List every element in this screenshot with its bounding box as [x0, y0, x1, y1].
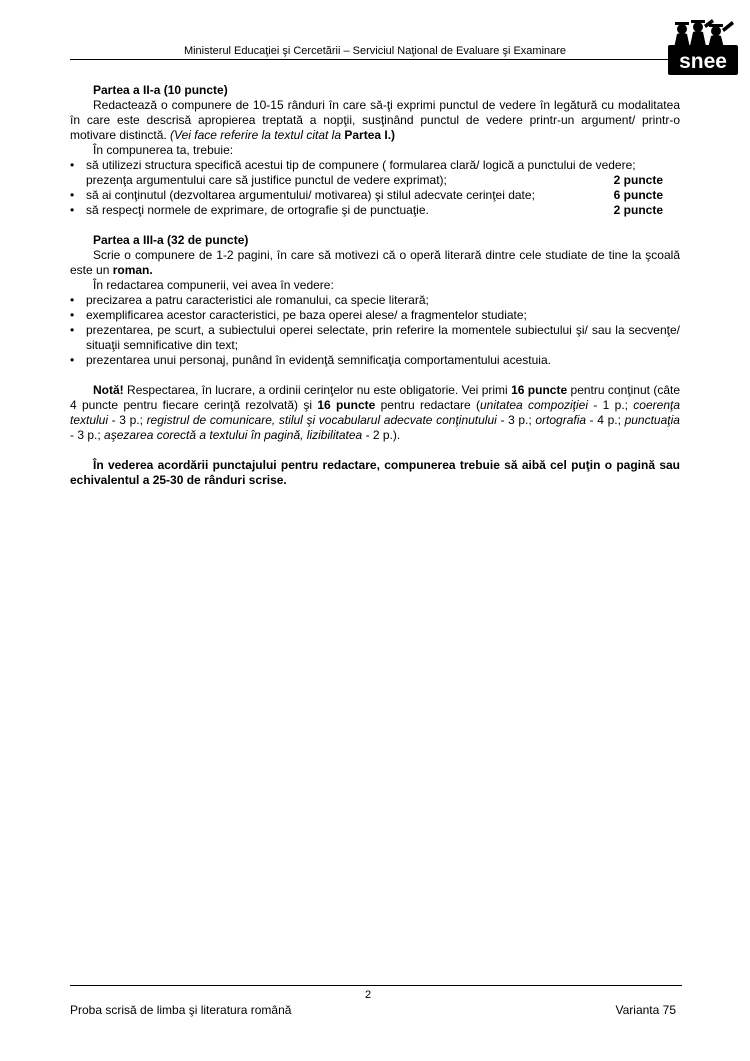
length-requirement: În vederea acordării punctajului pentru redactare, compunerea trebuie să aibă cel puţin o pagină sau echivalentul a 25-30 de rânduri scrise.: [70, 458, 680, 487]
part2-heading: Partea a II-a (10 puncte): [93, 83, 228, 97]
part3-lead: În redactarea compunerii, vei avea în vedere:: [93, 278, 334, 292]
list-item: • să ai conţinutul (dezvoltarea argumentului/ motivarea) şi stilul adecvate cerinţei date; 6 puncte: [70, 188, 680, 203]
list-item: • exemplificarea acestor caracteristici, pe baza operei alese/ a fragmentelor studiate;: [70, 308, 527, 322]
list-item: • prezentarea, pe scurt, a subiectului operei selectate, prin referire la momentele subiectului şi/ sau la secvenţe/ situaţii semnificative din text;: [70, 323, 680, 352]
header-divider: [70, 59, 682, 60]
part2-task: Redactează o compunere de 10-15 rânduri în care să-ţi exprimi punctul de vedere în legătură cu modalitatea în care este descrisă apropierea treptată a nopţii, susţinând punctul de vedere printr-un argument/ printr-o motivare distinctă. (Vei face referire la textul citat la Partea I.): [70, 98, 680, 142]
part3-requirements: [70, 293, 680, 368]
page-number: 2: [365, 989, 372, 1001]
part2-requirements: [70, 158, 680, 218]
footer-variant: Varianta 75: [615, 1003, 676, 1017]
part2-lead: În compunerea ta, trebuie:: [93, 143, 234, 157]
points-label: 2 puncte: [613, 203, 663, 217]
list-item: • să utilizezi structura specifică acestui tip de compunere ( formularea clară/ logică a punctului de vedere; prezenţa argumentului care să justifice punctul de vedere exprimat); 2 puncte: [70, 158, 680, 188]
main-content: [70, 83, 680, 488]
part3-task: Scrie o compunere de 1-2 pagini, în care să motivezi că o operă literară dintre cele studiate de tine la şcoală este un roman.: [70, 248, 680, 277]
page-header: Ministerul Educaţiei şi Cercetării – Serviciul Naţional de Evaluare şi Examinare: [183, 45, 567, 57]
points-label: 2 puncte: [613, 173, 663, 187]
points-label: 6 puncte: [613, 188, 663, 202]
footer-divider: [70, 985, 682, 986]
list-item: • să respecţi normele de exprimare, de ortografie şi de punctuaţie. 2 puncte: [70, 203, 680, 218]
logo-text: snee: [679, 50, 727, 73]
part3-heading: Partea a III-a (32 de puncte): [93, 233, 249, 247]
snee-logo: [668, 15, 738, 77]
list-item: • precizarea a patru caracteristici ale romanului, ca specie literară;: [70, 293, 429, 307]
footer-exam-title: Proba scrisă de limba şi literatura română: [70, 1003, 292, 1017]
list-item: • prezentarea unui personaj, punând în evidenţă semnificaţia comportamentului acestuia.: [70, 353, 551, 367]
grading-note: Notă! Respectarea, în lucrare, a ordinii cerinţelor nu este obligatorie. Vei primi 16 puncte pentru conţinut (câte 4 puncte pentru fiecare cerinţă rezolvată) şi 16 puncte pentru redactare (unitatea compoziţiei - 1 p.; coerenţa textului - 3 p.; registrul de comunicare, stilul şi vocabularul adecvate conţinutului - 3 p.; ortografia - 4 p.; punctuaţia - 3 p.; aşezarea corectă a textului în pagină, lizibilitatea - 2 p.).: [70, 383, 681, 442]
